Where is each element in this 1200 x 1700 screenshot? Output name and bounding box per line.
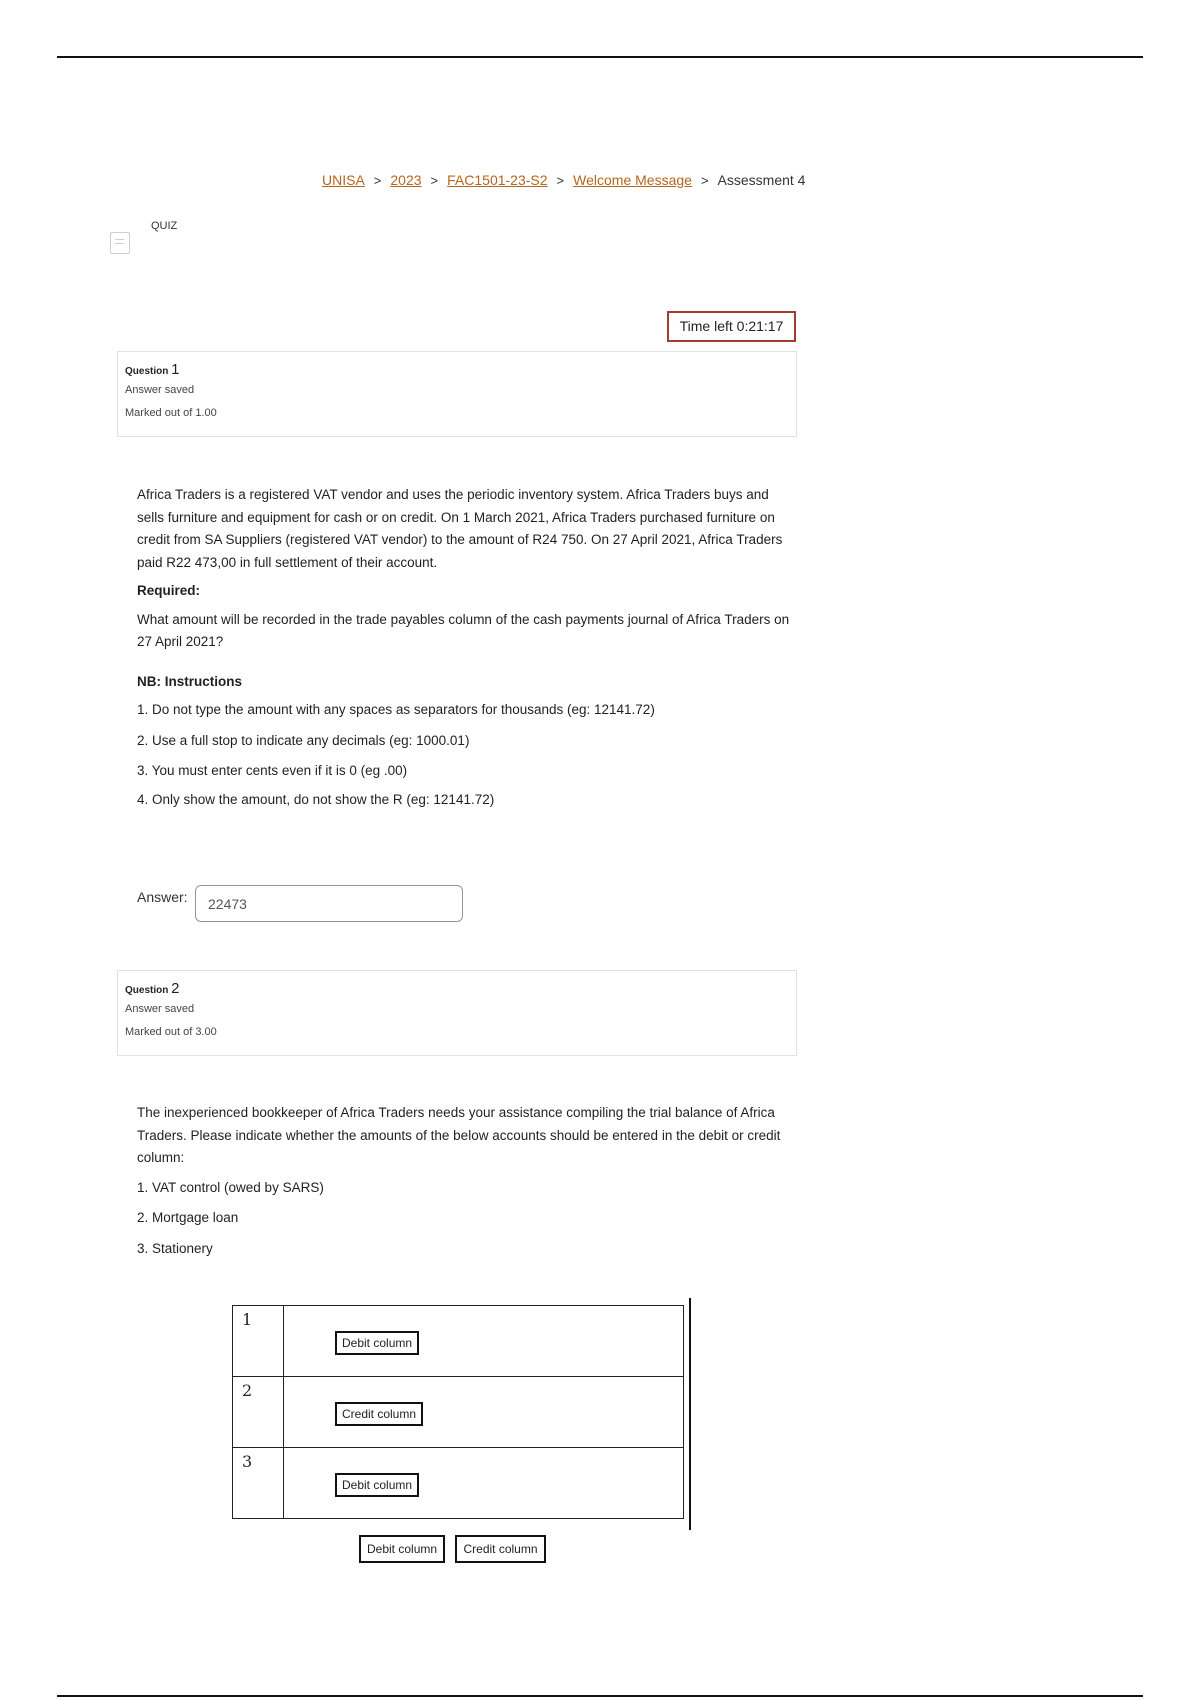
instruction-item: 1. Do not type the amount with any spaces as separators for thousands (eg: 12141.72) (137, 702, 655, 717)
top-rule (57, 56, 1143, 58)
drop-zone[interactable] (284, 1377, 684, 1448)
breadcrumb (322, 172, 805, 188)
chevron-right-icon: > (430, 173, 439, 188)
question-paragraph: The inexperienced bookkeeper of Africa Traders needs your assistance compiling the trial balance of Africa Traders. Please indicate whether the amounts of the below accounts should be entered in the debit or credit column: (137, 1105, 781, 1165)
answer-label: Answer: (137, 889, 188, 905)
question-grade: Marked out of 1.00 (125, 407, 217, 419)
placed-chip[interactable]: Debit column (335, 1331, 419, 1355)
account-item: 1. VAT control (owed by SARS) (137, 1179, 324, 1195)
time-left-timer: Time left 0:21:17 (667, 311, 796, 342)
breadcrumb-link-year[interactable]: 2023 (390, 172, 422, 188)
table-border-line (689, 1298, 691, 1530)
breadcrumb-link-unisa[interactable]: UNISA (322, 172, 365, 188)
bottom-rule (57, 1695, 1143, 1697)
breadcrumb-link-course[interactable]: FAC1501-23-S2 (447, 172, 548, 188)
instruction-item: 4. Only show the amount, do not show the R (eg: 12141.72) (137, 791, 495, 807)
quiz-icon (110, 232, 130, 254)
account-item: 3. Stationery (137, 1240, 213, 1256)
question-number: Question 2 (125, 980, 180, 997)
question-1-text (137, 484, 797, 811)
choice-bank (359, 1535, 552, 1563)
match-table (232, 1305, 684, 1519)
question-grade: Marked out of 3.00 (125, 1026, 217, 1038)
question-2-text (137, 1102, 787, 1260)
instruction-item: 2. Use a full stop to indicate any decimals (eg: 1000.01) (137, 732, 470, 748)
question-number: Question 1 (125, 361, 180, 378)
row-index: 3 (233, 1448, 284, 1519)
choice-chip-credit[interactable]: Credit column (455, 1535, 545, 1563)
choice-chip-debit[interactable]: Debit column (359, 1535, 445, 1563)
placed-chip[interactable]: Credit column (335, 1402, 423, 1426)
chevron-right-icon: > (556, 173, 565, 188)
drop-zone[interactable] (284, 1448, 684, 1519)
placed-chip[interactable]: Debit column (335, 1473, 419, 1497)
table-row (233, 1306, 684, 1377)
question-2-info (117, 970, 797, 1056)
table-row (233, 1377, 684, 1448)
chevron-right-icon: > (373, 173, 382, 188)
page-type-label: QUIZ (151, 220, 178, 232)
account-item: 2. Mortgage loan (137, 1210, 239, 1225)
question-1-info (117, 351, 797, 437)
required-text: What amount will be recorded in the trade payables column of the cash payments journal of Africa Traders on 27 April 2021? (137, 611, 790, 649)
required-label: Required: (137, 583, 201, 598)
breadcrumb-link-welcome[interactable]: Welcome Message (573, 172, 692, 188)
question-paragraph: Africa Traders is a registered VAT vendor and uses the periodic inventory system. Africa Traders buys and sells furniture and equipment for cash or on credit. On 1 March 2021, Africa Traders purchased furniture on credit from SA Suppliers (registered VAT vendor) to the amount of R24 750. On 27 April 2021, Africa Traders paid R22 473,00 in full settlement of their account. (137, 487, 783, 570)
row-index: 1 (233, 1306, 284, 1377)
instruction-item: 3. You must enter cents even if it is 0 (eg .00) (137, 763, 408, 778)
instructions-title: NB: Instructions (137, 673, 243, 689)
breadcrumb-current: Assessment 4 (717, 172, 806, 188)
answer-input[interactable] (195, 885, 463, 922)
drop-zone[interactable] (284, 1306, 684, 1377)
question-state: Answer saved (125, 1003, 195, 1015)
row-index: 2 (233, 1377, 284, 1448)
question-state: Answer saved (125, 384, 195, 396)
table-row (233, 1448, 684, 1519)
chevron-right-icon: > (700, 173, 709, 188)
